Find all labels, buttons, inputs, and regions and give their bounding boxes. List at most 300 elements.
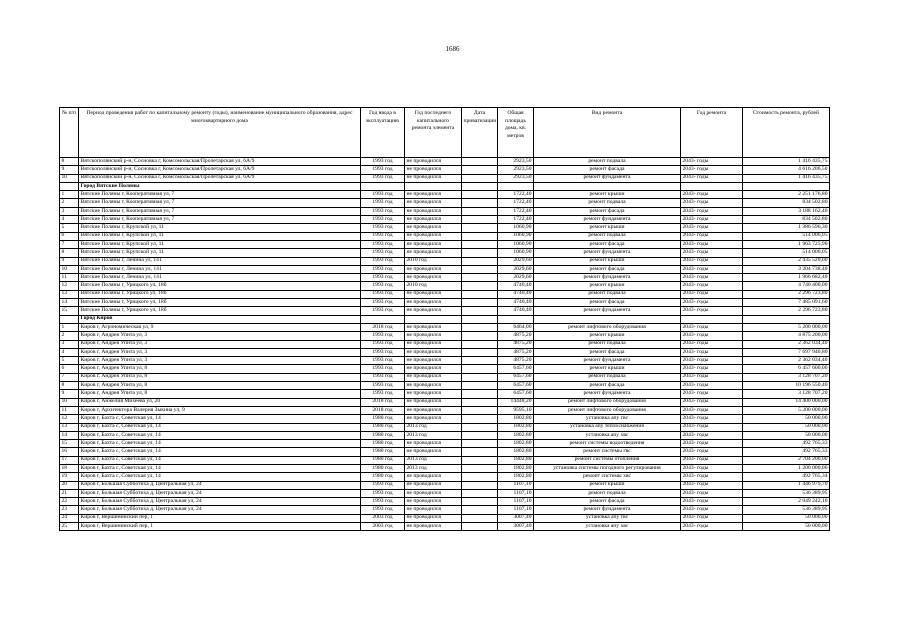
cell-last-repair: не проводился: [405, 506, 462, 514]
cell-repair-year: 2043- годы: [681, 498, 743, 506]
section-empty-cell: [405, 315, 462, 323]
header-year-built: Год ввода в эксплуатацию: [361, 108, 405, 158]
table-row: [60, 191, 830, 199]
cell-address: Вятские Поляны г, Урицкого ул, 18б: [79, 307, 361, 315]
cell-num: 4: [60, 216, 79, 224]
cell-cost: 536 389,95: [743, 506, 830, 514]
cell-area: 2029,60: [498, 257, 534, 265]
cell-year-built: 1993 год: [361, 216, 405, 224]
section-num: [60, 182, 79, 190]
cell-address: Киров г, Бахта с, Советская ул, 14: [79, 423, 361, 431]
cell-year-built: 1993 год: [361, 166, 405, 174]
cell-address: Вятские Поляны г, Кооперативная ул, 7: [79, 216, 361, 224]
section-empty-cell: [681, 182, 743, 190]
cell-last-repair: не проводился: [405, 348, 462, 356]
cell-num: 9: [60, 257, 79, 265]
cell-num: 23: [60, 506, 79, 514]
cell-last-repair: не проводился: [405, 207, 462, 215]
cell-last-repair: не проводился: [405, 240, 462, 248]
cell-address: Киров г, Большая Субботиха д, Центральная ул, 24: [79, 498, 361, 506]
cell-address: Киров г, Вершининский пер, 1: [79, 514, 361, 522]
cell-area: 9595,10: [498, 406, 534, 414]
cell-address: Киров г, Агрономическая ул, 9: [79, 323, 361, 331]
cell-last-repair: не проводился: [405, 299, 462, 307]
cell-last-repair: не проводился: [405, 265, 462, 273]
cell-num: 11: [60, 406, 79, 414]
cell-year-built: 1993 год: [361, 199, 405, 207]
cell-num: 7: [60, 240, 79, 248]
cell-privatization: [462, 506, 498, 514]
cell-privatization: [462, 473, 498, 481]
cell-year-built: 1993 год: [361, 257, 405, 265]
cell-repair-type: установка апу хвс: [534, 523, 681, 531]
table-row: [60, 456, 830, 464]
cell-area: 4875,20: [498, 332, 534, 340]
cell-repair-year: 2043- годы: [681, 199, 743, 207]
cell-num: 8: [60, 249, 79, 257]
cell-repair-year: 2043- годы: [681, 257, 743, 265]
cell-area: 4875,20: [498, 348, 534, 356]
cell-last-repair: 2013 год: [405, 464, 462, 472]
cell-last-repair: не проводился: [405, 365, 462, 373]
cell-repair-type: ремонт подвала: [534, 158, 681, 166]
cell-area: 2923,50: [498, 174, 534, 182]
cell-area: 1802,80: [498, 464, 534, 472]
cell-year-built: 1980 год: [361, 448, 405, 456]
cell-num: 1: [60, 191, 79, 199]
table-row: [60, 332, 830, 340]
cell-privatization: [462, 299, 498, 307]
cell-area: 2029,60: [498, 274, 534, 282]
cell-cost: 1 416 435,75: [743, 174, 830, 182]
cell-num: 3: [60, 340, 79, 348]
cell-cost: 5 200 000,00: [743, 323, 830, 331]
cell-privatization: [462, 257, 498, 265]
cell-cost: 492 765,33: [743, 440, 830, 448]
cell-repair-year: 2043- годы: [681, 456, 743, 464]
header-address: Период проведения работ по капитальному ремонту (годы), наименование муниципального образования, адрес многоквартирного дома: [79, 108, 361, 158]
cell-address: Киров г, Андрея Упита ул, 3: [79, 357, 361, 365]
cell-privatization: [462, 199, 498, 207]
table-row: [60, 506, 830, 514]
cell-last-repair: не проводился: [405, 199, 462, 207]
cell-cost: 1 966 682,40: [743, 274, 830, 282]
cell-last-repair: не проводился: [405, 274, 462, 282]
table-row: [60, 265, 830, 273]
cell-repair-year: 2043- годы: [681, 323, 743, 331]
cell-last-repair: не проводился: [405, 448, 462, 456]
cell-num: 6: [60, 232, 79, 240]
cell-area: 4740,40: [498, 299, 534, 307]
cell-privatization: [462, 323, 498, 331]
cell-cost: 4 875 200,00: [743, 332, 830, 340]
cell-repair-type: ремонт крыши: [534, 257, 681, 265]
cell-last-repair: не проводился: [405, 382, 462, 390]
cell-repair-year: 2043- годы: [681, 448, 743, 456]
cell-year-built: 1993 год: [361, 191, 405, 199]
cell-cost: 14 400 000,00: [743, 398, 830, 406]
header-last-repair: Год последнего капитального ремонта элемента: [405, 108, 462, 158]
cell-cost: 2 049 242,10: [743, 498, 830, 506]
cell-year-built: 1980 год: [361, 473, 405, 481]
cell-repair-type: установка апу гвс: [534, 415, 681, 423]
cell-privatization: [462, 365, 498, 373]
cell-cost: 10 196 550,40: [743, 382, 830, 390]
cell-cost: 3 128 707,20: [743, 390, 830, 398]
cell-address: Вятскополянский р-н, Сосновка г, Комсомольская/Пролетарская ул, 6А/9: [79, 158, 361, 166]
cell-address: Киров г, Бахта с, Советская ул, 14: [79, 448, 361, 456]
cell-address: Киров г, Большая Субботиха д, Центральная ул, 24: [79, 489, 361, 497]
cell-num: 22: [60, 498, 79, 506]
cell-last-repair: не проводился: [405, 398, 462, 406]
cell-repair-year: 2043- годы: [681, 249, 743, 257]
cell-area: 1060,90: [498, 232, 534, 240]
cell-area: 6457,60: [498, 373, 534, 381]
cell-cost: 50 000,00: [743, 514, 830, 522]
cell-area: 1107,10: [498, 498, 534, 506]
cell-repair-type: ремонт крыши: [534, 481, 681, 489]
cell-last-repair: не проводился: [405, 249, 462, 257]
cell-privatization: [462, 464, 498, 472]
cell-area: 1722,40: [498, 207, 534, 215]
table-header: [60, 108, 830, 158]
cell-year-built: 1993 год: [361, 373, 405, 381]
cell-cost: 834 502,80: [743, 199, 830, 207]
cell-repair-year: 2043- годы: [681, 365, 743, 373]
cell-privatization: [462, 406, 498, 414]
cell-privatization: [462, 398, 498, 406]
cell-num: 13: [60, 423, 79, 431]
cell-repair-type: ремонт подвала: [534, 199, 681, 207]
table-row: [60, 365, 830, 373]
cell-privatization: [462, 232, 498, 240]
cell-repair-year: 2043- годы: [681, 390, 743, 398]
cell-year-built: 1993 год: [361, 240, 405, 248]
table-row: [60, 431, 830, 439]
table-row: [60, 199, 830, 207]
cell-year-built: 1993 год: [361, 232, 405, 240]
cell-area: 3007,40: [498, 514, 534, 522]
cell-repair-type: ремонт системы отопления: [534, 456, 681, 464]
header-repair-year: Год ремонта: [681, 108, 743, 158]
cell-area: 4740,40: [498, 290, 534, 298]
cell-cost: 536 389,95: [743, 489, 830, 497]
cell-area: 4740,40: [498, 282, 534, 290]
cell-repair-type: ремонт фасада: [534, 265, 681, 273]
cell-address: Вятскополянский р-н, Сосновка г, Комсомольская/Пролетарская ул, 6А/9: [79, 166, 361, 174]
cell-cost: 514 006,05: [743, 249, 830, 257]
cell-repair-type: ремонт крыши: [534, 332, 681, 340]
table-row: [60, 473, 830, 481]
cell-num: 5: [60, 357, 79, 365]
table-row: [60, 307, 830, 315]
cell-area: 1060,90: [498, 240, 534, 248]
cell-last-repair: не проводился: [405, 323, 462, 331]
cell-privatization: [462, 340, 498, 348]
cell-num: 19: [60, 473, 79, 481]
cell-cost: 50 000,00: [743, 423, 830, 431]
cell-cost: 2 296 723,80: [743, 290, 830, 298]
cell-repair-year: 2043- годы: [681, 191, 743, 199]
table-row: [60, 373, 830, 381]
cell-repair-type: ремонт подвала: [534, 340, 681, 348]
cell-privatization: [462, 274, 498, 282]
cell-area: 1802,80: [498, 415, 534, 423]
cell-last-repair: не проводился: [405, 332, 462, 340]
header-row: [60, 108, 830, 158]
cell-year-built: 1993 год: [361, 332, 405, 340]
cell-year-built: 1980 год: [361, 464, 405, 472]
header-num: № п/п: [60, 108, 79, 158]
cell-last-repair: не проводился: [405, 216, 462, 224]
cell-cost: 3 204 738,40: [743, 265, 830, 273]
cell-privatization: [462, 390, 498, 398]
cell-area: 1802,80: [498, 423, 534, 431]
cell-repair-year: 2043- годы: [681, 406, 743, 414]
cell-repair-type: ремонт системы гвс: [534, 448, 681, 456]
cell-repair-year: 2043- годы: [681, 340, 743, 348]
cell-repair-type: ремонт подвала: [534, 373, 681, 381]
cell-privatization: [462, 456, 498, 464]
cell-year-built: 1993 год: [361, 249, 405, 257]
table-row: [60, 282, 830, 290]
cell-privatization: [462, 373, 498, 381]
cell-last-repair: не проводился: [405, 514, 462, 522]
cell-repair-type: ремонт фундамента: [534, 274, 681, 282]
table-row: [60, 357, 830, 365]
cell-last-repair: не проводился: [405, 373, 462, 381]
cell-year-built: 1980 год: [361, 456, 405, 464]
section-empty-cell: [462, 182, 498, 190]
cell-cost: 492 765,34: [743, 473, 830, 481]
cell-num: 17: [60, 456, 79, 464]
cell-address: Киров г, Андрея Упита ул, 3: [79, 348, 361, 356]
header-privatization: Дата приватизации: [462, 108, 498, 158]
cell-repair-year: 2043- годы: [681, 514, 743, 522]
cell-privatization: [462, 332, 498, 340]
cell-year-built: 1993 год: [361, 498, 405, 506]
cell-area: 2923,50: [498, 158, 534, 166]
cell-cost: 834 502,80: [743, 216, 830, 224]
header-area: Общая площадь дома, кв. метров: [498, 108, 534, 158]
cell-privatization: [462, 498, 498, 506]
cell-last-repair: не проводился: [405, 390, 462, 398]
table-row: [60, 423, 830, 431]
cell-year-built: 2003 год: [361, 523, 405, 531]
section-empty-cell: [681, 315, 743, 323]
section-empty-cell: [534, 182, 681, 190]
cell-repair-type: установка системы погодного регулирования: [534, 464, 681, 472]
cell-repair-type: ремонт фундамента: [534, 390, 681, 398]
cell-privatization: [462, 348, 498, 356]
cell-cost: 2 251 176,80: [743, 191, 830, 199]
cell-repair-year: 2043- годы: [681, 332, 743, 340]
cell-repair-year: 2043- годы: [681, 373, 743, 381]
cell-last-repair: не проводился: [405, 232, 462, 240]
cell-address: Киров г, Андрея Упита ул, 8: [79, 390, 361, 398]
cell-area: 1060,90: [498, 224, 534, 232]
section-empty-cell: [534, 315, 681, 323]
cell-address: Киров г, Бахта с, Советская ул, 14: [79, 440, 361, 448]
cell-area: 6457,60: [498, 382, 534, 390]
cell-num: 12: [60, 282, 79, 290]
cell-repair-year: 2043- годы: [681, 290, 743, 298]
table-row: [60, 382, 830, 390]
cell-privatization: [462, 240, 498, 248]
cell-address: Киров г, Анжелия Михеева ул, 20: [79, 398, 361, 406]
cell-privatization: [462, 448, 498, 456]
cell-num: 2: [60, 199, 79, 207]
cell-last-repair: 2013 год: [405, 456, 462, 464]
cell-area: 1722,40: [498, 199, 534, 207]
cell-cost: 4 740 400,00: [743, 282, 830, 290]
cell-address: Вятские Поляны г, Урицкого ул, 18б: [79, 282, 361, 290]
cell-repair-year: 2043- годы: [681, 282, 743, 290]
cell-last-repair: не проводился: [405, 174, 462, 182]
table-row: [60, 249, 830, 257]
cell-num: 7: [60, 373, 79, 381]
cell-cost: 50 000,00: [743, 523, 830, 531]
table-row: [60, 158, 830, 166]
cell-area: 6457,60: [498, 365, 534, 373]
section-row: [60, 182, 830, 190]
cell-address: Киров г, Бахта с, Советская ул, 14: [79, 473, 361, 481]
section-empty-cell: [361, 315, 405, 323]
cell-privatization: [462, 357, 498, 365]
cell-cost: 2 362 034,40: [743, 340, 830, 348]
cell-num: 12: [60, 415, 79, 423]
cell-year-built: 1993 год: [361, 290, 405, 298]
cell-repair-type: ремонт фасада: [534, 348, 681, 356]
cell-num: 14: [60, 299, 79, 307]
cell-num: 5: [60, 224, 79, 232]
cell-privatization: [462, 523, 498, 531]
cell-year-built: 1993 год: [361, 390, 405, 398]
cell-area: 3007,40: [498, 523, 534, 531]
section-row: [60, 315, 830, 323]
cell-repair-type: ремонт лифтового оборудования: [534, 406, 681, 414]
section-title: Город Вятские Поляны: [79, 182, 361, 190]
cell-cost: 514 006,05: [743, 232, 830, 240]
table-row: [60, 299, 830, 307]
table-row: [60, 240, 830, 248]
cell-address: Вятские Поляны г, Урицкого ул, 18б: [79, 290, 361, 298]
cell-privatization: [462, 224, 498, 232]
cell-repair-year: 2043- годы: [681, 415, 743, 423]
cell-repair-type: ремонт фасада: [534, 207, 681, 215]
cell-privatization: [462, 290, 498, 298]
cell-num: 8: [60, 382, 79, 390]
cell-year-built: 1993 год: [361, 481, 405, 489]
cell-address: Киров г, Большая Субботиха д, Центральная ул, 24: [79, 506, 361, 514]
section-empty-cell: [743, 182, 830, 190]
cell-repair-year: 2043- годы: [681, 357, 743, 365]
table-row: [60, 174, 830, 182]
cell-last-repair: 2013 год: [405, 431, 462, 439]
cell-repair-year: 2043- годы: [681, 166, 743, 174]
section-empty-cell: [498, 182, 534, 190]
cell-repair-year: 2043- годы: [681, 216, 743, 224]
cell-area: 4875,20: [498, 340, 534, 348]
cell-last-repair: не проводился: [405, 415, 462, 423]
cell-area: 1107,10: [498, 489, 534, 497]
cell-repair-year: 2043- годы: [681, 240, 743, 248]
cell-last-repair: 2010 год: [405, 257, 462, 265]
cell-repair-type: ремонт фасада: [534, 299, 681, 307]
cell-privatization: [462, 166, 498, 174]
cell-address: Киров г, Бахта с, Советская ул, 14: [79, 464, 361, 472]
cell-last-repair: не проводился: [405, 489, 462, 497]
cell-area: 1802,80: [498, 440, 534, 448]
cell-repair-year: 2043- годы: [681, 299, 743, 307]
cell-repair-type: ремонт фасада: [534, 382, 681, 390]
cell-privatization: [462, 489, 498, 497]
cell-year-built: 1993 год: [361, 489, 405, 497]
cell-repair-year: 2043- годы: [681, 440, 743, 448]
cell-num: 6: [60, 365, 79, 373]
cell-num: 3: [60, 207, 79, 215]
table-row: [60, 224, 830, 232]
cell-year-built: 1993 год: [361, 506, 405, 514]
cell-area: 1722,40: [498, 191, 534, 199]
cell-last-repair: не проводился: [405, 481, 462, 489]
cell-privatization: [462, 382, 498, 390]
cell-area: 1060,90: [498, 249, 534, 257]
cell-cost: 50 000,00: [743, 415, 830, 423]
table-row: [60, 323, 830, 331]
cell-last-repair: не проводился: [405, 440, 462, 448]
cell-year-built: 1993 год: [361, 365, 405, 373]
cell-area: 14448,20: [498, 398, 534, 406]
cell-repair-type: ремонт системы водоотведения: [534, 440, 681, 448]
cell-num: 20: [60, 481, 79, 489]
cell-repair-type: ремонт лифтового оборудования: [534, 323, 681, 331]
cell-privatization: [462, 158, 498, 166]
table-row: [60, 390, 830, 398]
cell-cost: 7 485 091,60: [743, 299, 830, 307]
cell-year-built: 1993 год: [361, 174, 405, 182]
cell-address: Вятские Поляны г, Урицкого ул, 18б: [79, 299, 361, 307]
cell-repair-type: ремонт фундамента: [534, 307, 681, 315]
header-cost: Стоимость ремонта, рублей: [743, 108, 830, 158]
cell-area: 1802,80: [498, 473, 534, 481]
cell-area: 2923,50: [498, 166, 534, 174]
cell-cost: 1 963 725,90: [743, 240, 830, 248]
cell-area: 4740,40: [498, 307, 534, 315]
cell-last-repair: не проводился: [405, 166, 462, 174]
cell-repair-type: ремонт фундамента: [534, 216, 681, 224]
cell-address: Вятские Поляны г, Кооперативная ул, 7: [79, 207, 361, 215]
cell-num: 8: [60, 158, 79, 166]
table-row: [60, 489, 830, 497]
cell-year-built: 1993 год: [361, 265, 405, 273]
cell-year-built: 1993 год: [361, 340, 405, 348]
cell-year-built: 1993 год: [361, 282, 405, 290]
cell-num: 25: [60, 523, 79, 531]
cell-address: Киров г, Андрея Упита ул, 3: [79, 332, 361, 340]
cell-repair-type: ремонт крыши: [534, 365, 681, 373]
table-row: [60, 216, 830, 224]
cell-repair-type: установка апу теплоснабжения: [534, 423, 681, 431]
table-row: [60, 498, 830, 506]
cell-year-built: 1993 год: [361, 348, 405, 356]
cell-cost: 2 704 200,00: [743, 456, 830, 464]
cell-year-built: 1980 год: [361, 415, 405, 423]
table-row: [60, 406, 830, 414]
header-repair-type: Вид ремонта: [534, 108, 681, 158]
table-row: [60, 166, 830, 174]
cell-address: Киров г, Бахта с, Советская ул, 14: [79, 456, 361, 464]
